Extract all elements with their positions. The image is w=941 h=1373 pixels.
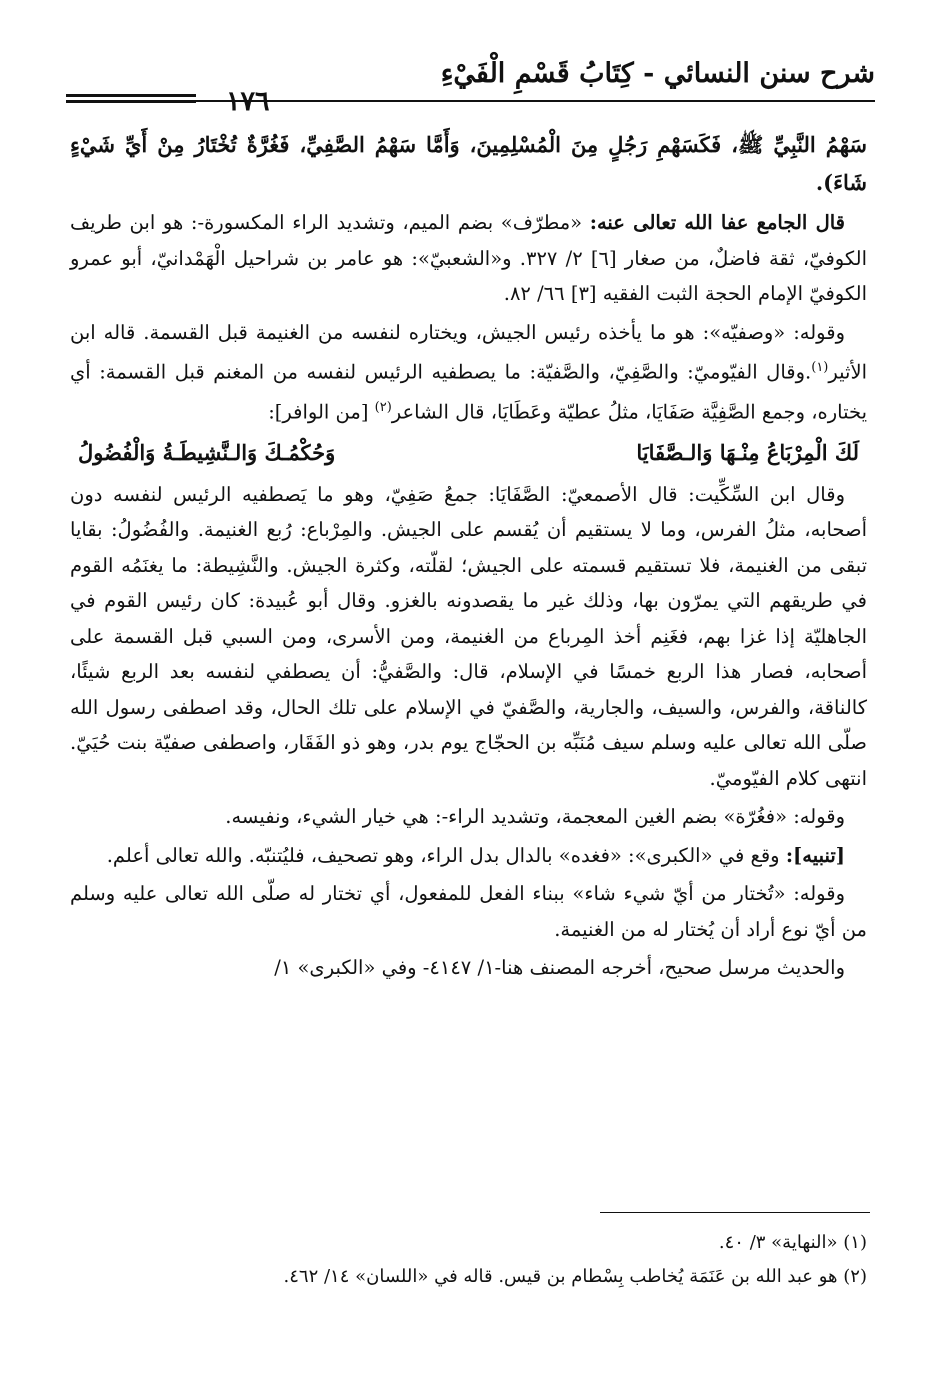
- hadith-text: سَهْمُ النَّبِيِّ ﷺ، فَكَسَهْمِ رَجُلٍ مِنَ الْمُسْلِمِينَ، وَأَمَّا سَهْمُ الصَّفِيِّ، فَغُرَّةٌ تُخْتَارُ مِنْ أَيِّ شَيْءٍ شَاءَ).: [70, 132, 867, 195]
- footnote-rule: [600, 1212, 870, 1213]
- footnotes: [70, 1226, 867, 1294]
- note-label: [تنبيه]:: [785, 843, 845, 867]
- footnote-ref-1: (١): [811, 360, 829, 375]
- paragraph-ghurra: وقوله: «فغُرّة» بضم الغين المعجمة، وتشديد الراء-: هي خيار الشيء، ونفيسه.: [225, 805, 845, 828]
- paragraph-note: [70, 838, 867, 874]
- paragraph-narrators: [70, 205, 867, 312]
- meter-note: [من الوافر]:: [268, 400, 375, 424]
- paragraph-tukhtar: وقوله: «تُختار من أيّ شيء شاء» ببناء الفعل للمفعول، أي تختار له صلّى الله تعالى عليه وسلم من أيّ نوع أراد أن يُختار له من الغنيمة.: [70, 882, 867, 941]
- running-title: شرح سنن النسائي - كِتَابُ قَسْمِ الْفَيْءِ: [440, 58, 875, 89]
- paragraph-safiyy: [70, 315, 867, 431]
- safiyy-text-cont: .وقال الفيّوميّ: والصَّفِيّ، والصَّفيّة: ما يصطفيه الرئيس لنفسه من المغنم قبل القسمة: أي يختاره، وجمع الصَّفِيَّة صَفَايَا، مثلُ عطيّة وعَطَايَا، قال الشاعر: [70, 360, 867, 424]
- verse-first-hemistich: لَكَ الْمِرْبَاعُ مِنْـهَا وَالـصَّفَايَا: [636, 440, 859, 465]
- footnote-ref-2: (٢): [374, 400, 392, 415]
- safiyy-text: وقوله: «وصفيّه»: هو ما يأخذه رئيس الجيش، ويختاره لنفسه من الغنيمة قبل القسمة. قاله ابن الأثير: [70, 320, 867, 384]
- narrators-text: «مطرّف» بضم الميم، وتشديد الراء المكسورة-: هو ابن طريف الكوفيّ، ثقة فاضلٌ، من صغار [٦] ٢/ ٣٢٧. و«الشعبيّ»: هو عامر بن شراحيل الْهَمْدانيّ، أبو عمرو الكوفيّ الإمام الحجة الثبت الفقيه [٣] ٦٦/ ٨٢.: [70, 211, 867, 305]
- author-lead: قال الجامع عفا الله تعالى عنه:: [589, 211, 845, 234]
- paragraph-ibn-sikkit: وقال ابن السِّكِّيت: قال الأصمعيّ: الصَّفَايَا: جمعُ صَفِيّ، وهو ما يَصطفيه الرئيس لنفسه دون أصحابه، مثلُ الفرس، وما لا يستقيم أن يُقسم على الجيش. والمِرْباع: رُبع الغنيمة. والفُضُولُ: بقايا تبقى من الغنيمة، فلا تستقيم قسمته على الجيش؛ لقلّته، وكثرة الجيش. والنَّشِيطة: ما يغنَمُه القوم في طريقهم التي يمرّون بها، وذلك غير ما يقصدونه بالغزو. وقال أبو عُبيدة: كان رئيس القوم في الجاهليّة إذا غزا بهم، فغَنِم أخذ المِرباع من الغنيمة، ومن الأسرى، ومن السبي قبل القسمة على أصحابه، فصار هذا الربع خمسًا في الإسلام، قال: والصَّفيُّ: أن يصطفي لنفسه بعد الربع شيئًا، كالناقة، والفرس، والسيف، والجارية، والصَّفيّ في الإسلام على تلك الحال، وقد اصطفى رسول الله صلّى الله تعالى عليه وسلم سيف مُنَبِّه بن الحجّاج يوم بدر، وهو ذو الفَقَار، واصطفى صفيّة بنت حُيَيّ. انتهى كلام الفيّوميّ.: [70, 482, 867, 790]
- page-number-rule: [66, 94, 196, 106]
- footnote-1: (١) «النهاية» ٣/ ٤٠.: [718, 1232, 867, 1253]
- poetry-verse: [70, 433, 867, 475]
- footnote-2: (٢) هو عبد الله بن عَنَمَة يُخاطب بِسْطام بن قيس. قاله في «اللسان» ١٤/ ٤٦٢.: [283, 1266, 867, 1287]
- main-text: [70, 126, 867, 989]
- paragraph-takhrij: والحديث مرسل صحيح، أخرجه المصنف هنا-١/ ٤١٤٧- وفي «الكبرى» ١/: [274, 956, 845, 979]
- verse-second-hemistich: وَحُكْمُـكَ وَالـنَّشِيطَـةُ وَالْفُضُولُ: [78, 440, 336, 465]
- note-text: وقع في «الكبرى»: «فغده» بالدال بدل الراء، وهو تصحيف، فليُتنبّه. والله تعالى أعلم.: [106, 843, 786, 867]
- page-number: ١٧٦: [226, 86, 270, 117]
